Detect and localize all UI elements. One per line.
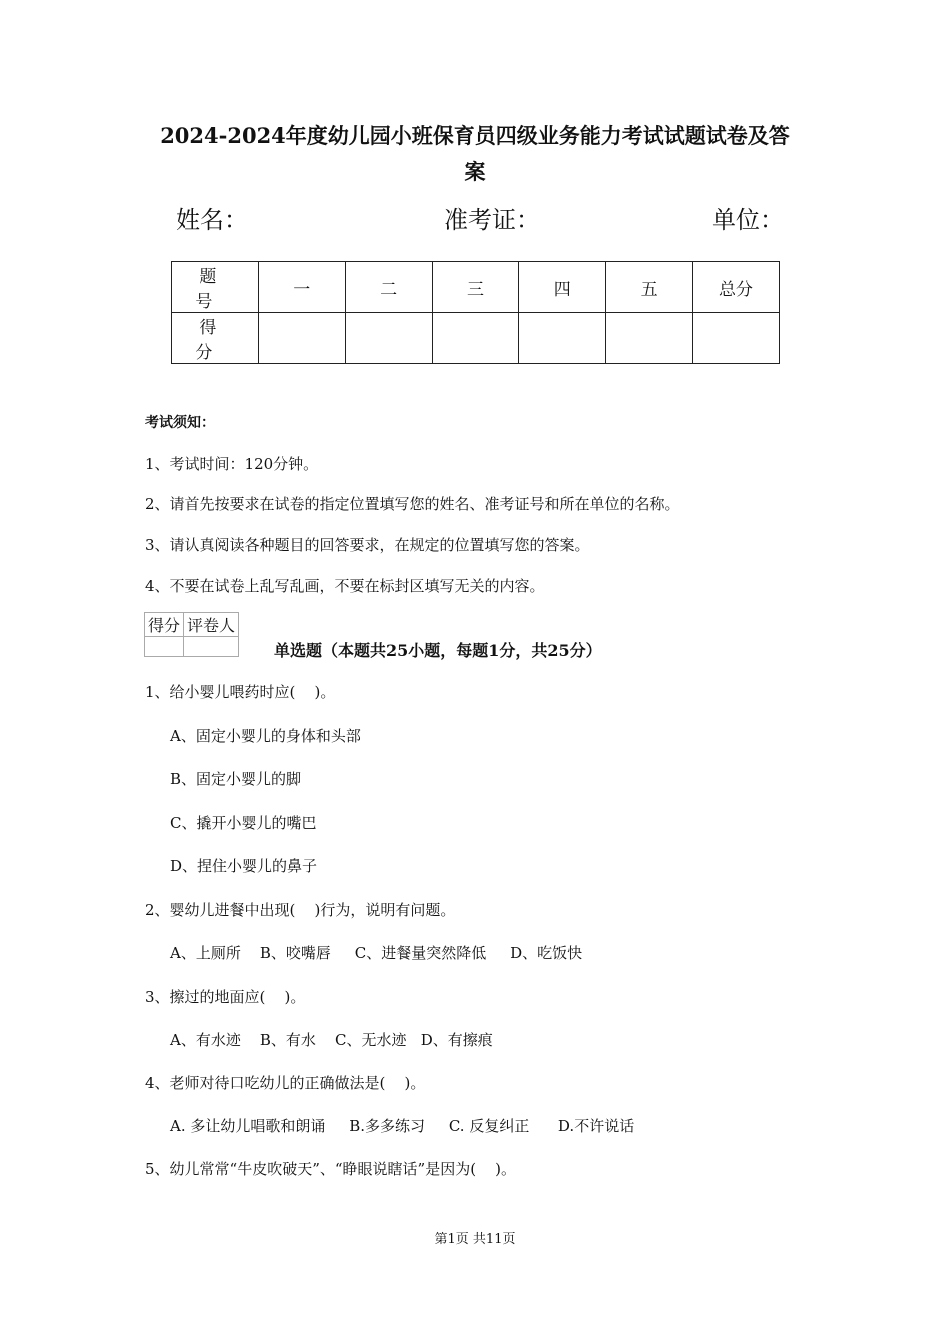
notice-item: 2、请首先按要求在试卷的指定位置填写您的姓名、准考证号和所在单位的名称。 (145, 495, 680, 513)
column-header: 四 (519, 262, 606, 313)
title-line-2: 案 (464, 159, 486, 184)
column-header: 三 (432, 262, 519, 313)
notice-item: 3、请认真阅读各种题目的回答要求，在规定的位置填写您的答案。 (145, 536, 590, 554)
score-cell[interactable] (519, 313, 606, 364)
candidate-fields (0, 200, 950, 240)
score-table-score-row (172, 313, 780, 364)
notice-item: 1、考试时间：120分钟。 (145, 455, 319, 473)
column-header: 一 (258, 262, 345, 313)
score-label: 得 分 (172, 313, 259, 364)
name-field-label[interactable]: 姓名： (176, 206, 248, 234)
answer-option[interactable]: C、撬开小婴儿的嘴巴 (170, 814, 317, 832)
grader-name-cell[interactable] (184, 637, 239, 657)
score-cell[interactable] (345, 313, 432, 364)
answer-option[interactable]: A、固定小婴儿的身体和头部 (170, 727, 361, 745)
answer-options-line[interactable]: A、有水迹 B、有水 C、无水迹 D、有擦痕 (170, 1031, 493, 1049)
question-stem: 3、擦过的地面应( )。 (145, 988, 306, 1006)
notice-item: 4、不要在试卷上乱写乱画，不要在标封区填写无关的内容。 (145, 577, 545, 595)
column-header: 二 (345, 262, 432, 313)
question-stem: 4、老师对待口吃幼儿的正确做法是( )。 (145, 1074, 426, 1092)
score-cell[interactable] (693, 313, 780, 364)
score-table-header-row (172, 262, 780, 313)
score-table (171, 261, 780, 364)
grader-name-label: 评卷人 (184, 613, 239, 637)
section-heading: 单选题（本题共25小题，每题1分，共25分） (274, 641, 602, 660)
question-stem: 2、婴幼儿进餐中出现( )行为，说明有问题。 (145, 901, 456, 919)
unit-field-label[interactable]: 单位： (712, 206, 784, 234)
question-stem: 5、幼儿常常“牛皮吹破天”、“睁眼说瞎话”是因为( )。 (145, 1160, 516, 1178)
answer-options-line[interactable]: A. 多让幼儿唱歌和朗诵 B.多多练习 C. 反复纠正 D.不许说话 (170, 1117, 635, 1135)
column-header: 五 (606, 262, 693, 313)
document-title (120, 118, 830, 190)
title-line-1: 2024-2024年度幼儿园小班保育员四级业务能力考试试题试卷及答 (160, 123, 790, 148)
grader-score-label: 得分 (145, 613, 184, 637)
score-cell[interactable] (258, 313, 345, 364)
score-cell[interactable] (606, 313, 693, 364)
notice-heading: 考试须知： (145, 415, 215, 431)
answer-option[interactable]: D、捏住小婴儿的鼻子 (170, 857, 318, 875)
score-cell[interactable] (432, 313, 519, 364)
question-stem: 1、给小婴儿喂药时应( )。 (145, 683, 336, 701)
grader-score-cell[interactable] (145, 637, 184, 657)
column-header: 总分 (693, 262, 780, 313)
page-footer: 第1页 共11页 (434, 1232, 516, 1247)
answer-option[interactable]: B、固定小婴儿的脚 (170, 770, 302, 788)
answer-options-line[interactable]: A、上厕所 B、咬嘴唇 C、进餐量突然降低 D、吃饭快 (170, 944, 583, 962)
question-number-label: 题 号 (172, 262, 259, 313)
exam-number-field-label[interactable]: 准考证： (444, 206, 540, 234)
grader-box (144, 612, 239, 657)
